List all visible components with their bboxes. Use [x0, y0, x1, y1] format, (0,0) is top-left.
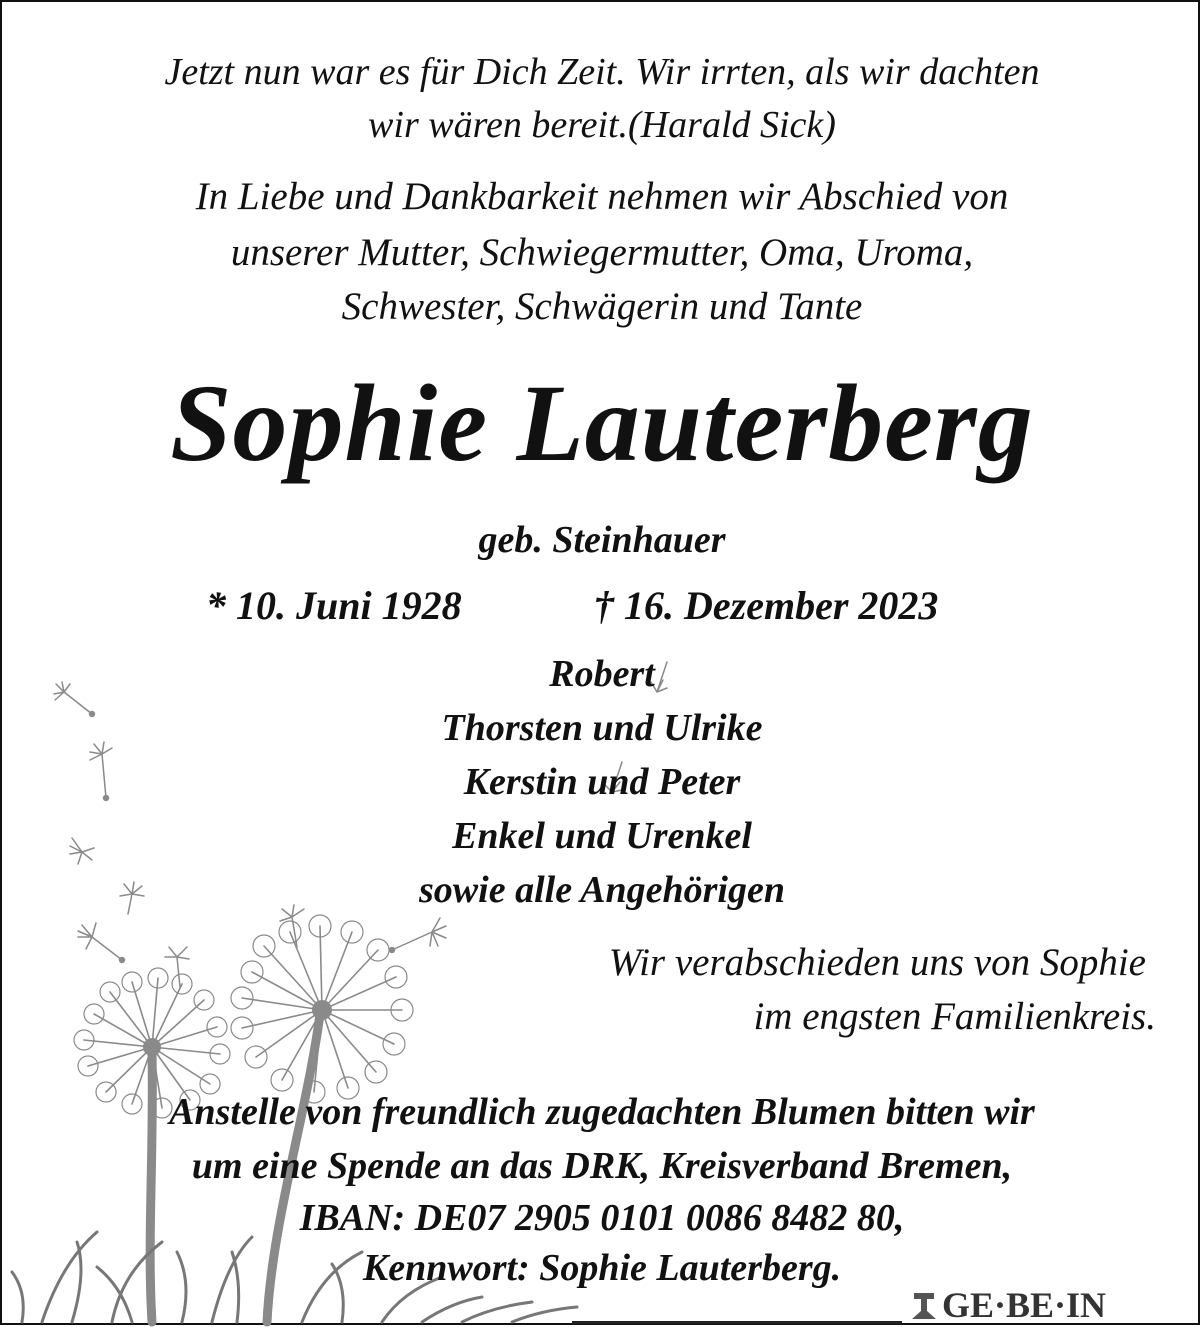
donation-line-2: um eine Spende an das DRK, Kreisverband Bremen, [191, 1145, 1013, 1187]
mourner-item: Kerstin und Peter [463, 761, 741, 803]
intro-line-1: In Liebe und Dankbarkeit nehmen wir Abschied von [195, 175, 1009, 218]
mourner-item: sowie alle Angehörigen [419, 869, 785, 911]
intro-line-2: unserer Mutter, Schwiegermutter, Oma, Uroma, [230, 231, 974, 274]
maiden-name: geb. Steinhauer [478, 519, 726, 561]
deceased-name: Sophie Lauterberg [170, 362, 1034, 484]
donation-line-1: Anstelle von freundlich zugedachten Blumen bitten wir [169, 1091, 1035, 1133]
publisher-logo-text: GE·BE·IN [942, 1285, 1107, 1325]
donation-keyword: Kennwort: Sophie Lauterberg. [362, 1247, 842, 1289]
farewell-line-2: im engsten Familienkreis. [753, 995, 1156, 1038]
figure-icon [910, 1291, 938, 1321]
mourner-item: Thorsten und Ulrike [441, 707, 763, 749]
divider-line [572, 1321, 902, 1324]
mourner-item: Enkel und Urenkel [452, 815, 752, 857]
death-date: † 16. Dezember 2023 [594, 583, 939, 628]
intro-line-3: Schwester, Schwägerin und Tante [341, 285, 863, 328]
farewell-line-1: Wir verabschieden uns von Sophie [608, 941, 1146, 984]
donation-iban: IBAN: DE07 2905 0101 0086 8482 80, [299, 1197, 905, 1239]
quote-line-2: wir wären bereit.(Harald Sick) [368, 104, 836, 146]
birth-date: * 10. Juni 1928 [206, 583, 462, 628]
publisher-logo [910, 1285, 1106, 1325]
quote-line-1: Jetzt nun war es für Dich Zeit. Wir irrten, als wir dachten [164, 51, 1040, 93]
mourner-item: Robert [549, 653, 655, 695]
